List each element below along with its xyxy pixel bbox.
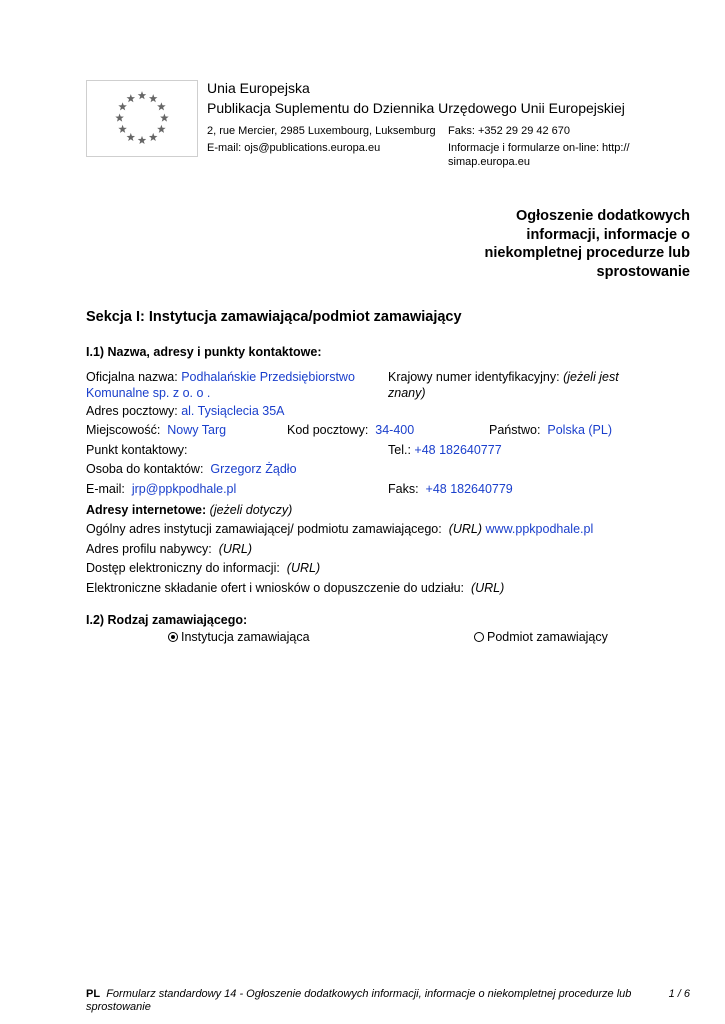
eu-star-icon	[157, 125, 166, 133]
internet-addresses-note: (jeżeli dotyczy)	[209, 503, 293, 517]
country-row	[489, 422, 612, 438]
eu-star-icon	[127, 133, 136, 141]
option-entity-label: Podmiot zamawiający	[487, 630, 608, 644]
town-label: Miejscowość:	[86, 423, 161, 437]
eu-flag-logo	[86, 80, 198, 157]
electronic-access-url-note: (URL)	[286, 561, 321, 575]
footer-form-line1: Formularz standardowy 14 - Ogłoszenie dodatkowych informacji, informacje o niekompletnej procedurze lub	[106, 988, 632, 1000]
postcode-value: 34-400	[375, 423, 415, 437]
general-address-label: Ogólny adres instytucji zamawiającej/ podmiotu zamawiającego:	[86, 522, 442, 536]
notice-title-line4: sprostowanie	[596, 263, 690, 280]
fax-row	[388, 481, 513, 497]
contact-point-label: Punkt kontaktowy:	[86, 443, 188, 457]
postcode-row	[287, 422, 414, 438]
eu-star-icon	[118, 125, 127, 133]
country-value: Polska (PL)	[547, 423, 612, 437]
official-name-value-line2: Komunalne sp. z o. o .	[86, 386, 211, 400]
notice-title-line3: niekompletnej procedurze lub	[484, 245, 690, 261]
contact-person-label: Osoba do kontaktów:	[86, 462, 204, 476]
eu-star-icon	[157, 102, 166, 110]
country-label: Państwo:	[489, 423, 541, 437]
eu-star-icon	[138, 91, 147, 99]
notice-title	[460, 207, 690, 281]
contact-person-row	[86, 461, 297, 477]
header-address: 2, rue Mercier, 2985 Luxembourg, Luksemburg	[207, 125, 436, 137]
electronic-submission-label: Elektroniczne składanie ofert i wniosków o dopuszczenie do udziału:	[86, 581, 464, 595]
buyer-profile-row	[86, 541, 252, 557]
eu-star-icon	[118, 102, 127, 110]
town-row	[86, 422, 226, 438]
eu-star-icon	[115, 114, 124, 122]
header-email: E-mail: ojs@publications.europa.eu	[207, 142, 381, 154]
national-id-block	[388, 369, 648, 401]
header-publication: Publikacja Suplementu do Dziennika Urzędowego Unii Europejskiej	[207, 100, 625, 116]
notice-title-line1: Ogłoszenie dodatkowych	[515, 208, 690, 224]
subsection-title-1-2: I.2) Rodzaj zamawiającego:	[86, 613, 248, 627]
electronic-submission-url-note: (URL)	[470, 581, 505, 595]
header-org: Unia Europejska	[207, 80, 310, 96]
notice-title-line2: informacji, informacje o	[526, 226, 690, 243]
radio-selected-icon[interactable]	[168, 632, 178, 642]
subsection-title-1-1: I.1) Nazwa, adresy i punkty kontaktowe:	[86, 345, 322, 359]
buyer-profile-label: Adres profilu nabywcy:	[86, 542, 212, 556]
option-entity[interactable]	[474, 629, 608, 645]
eu-star-icon	[138, 136, 147, 144]
general-address-row	[86, 521, 593, 537]
tel-label: Tel.:	[388, 443, 411, 457]
postal-address-value: al. Tysiąclecia 35A	[181, 404, 285, 418]
general-address-value: www.ppkpodhale.pl	[485, 522, 594, 536]
footer-lang: PL	[86, 988, 101, 1000]
buyer-profile-url-note: (URL)	[218, 542, 253, 556]
tel-value: +48 182640777	[414, 443, 502, 457]
header-info	[448, 141, 630, 169]
header-info-line1: Informacje i formularze on-line: http://	[448, 142, 630, 154]
national-id-label: Krajowy numer identyfikacyjny:	[388, 370, 560, 384]
option-institution-label: Instytucja zamawiająca	[181, 630, 310, 644]
tel-row	[388, 442, 502, 458]
header-fax: Faks: +352 29 29 42 670	[448, 125, 571, 137]
town-value: Nowy Targ	[167, 423, 227, 437]
general-address-url-note: (URL)	[448, 522, 483, 536]
eu-star-icon	[149, 133, 158, 141]
internet-addresses-label: Adresy internetowe:	[86, 503, 207, 517]
official-name-value-line1: Podhalańskie Przedsiębiorstwo	[181, 370, 355, 384]
page-number: 1 / 6	[668, 988, 690, 1000]
footer-form-info	[86, 988, 646, 1014]
internet-addresses-row	[86, 502, 292, 518]
footer-form-line2: sprostowanie	[86, 1001, 151, 1013]
fax-label: Faks:	[388, 482, 419, 496]
eu-star-icon	[160, 114, 169, 122]
email-value: jrp@ppkpodhale.pl	[131, 482, 237, 496]
postal-address-label: Adres pocztowy:	[86, 404, 178, 418]
contact-person-value: Grzegorz Żądło	[210, 462, 297, 476]
option-institution[interactable]	[168, 629, 310, 645]
national-id-note-line2: znany)	[388, 386, 426, 400]
radio-empty-icon[interactable]	[474, 632, 484, 642]
national-id-note-line1: (jeżeli jest	[563, 370, 619, 384]
section-title: Sekcja I: Instytucja zamawiająca/podmiot zamawiający	[86, 309, 462, 325]
email-row	[86, 481, 236, 497]
eu-stars-icon	[87, 81, 197, 156]
postal-address-row	[86, 403, 285, 419]
official-name-label: Oficjalna nazwa:	[86, 370, 178, 384]
electronic-access-row	[86, 560, 320, 576]
electronic-submission-row	[86, 580, 504, 596]
header-info-line2: simap.europa.eu	[448, 156, 530, 168]
eu-star-icon	[127, 94, 136, 102]
postcode-label: Kod pocztowy:	[287, 423, 369, 437]
official-name-block	[86, 369, 381, 401]
electronic-access-label: Dostęp elektroniczny do informacji:	[86, 561, 280, 575]
fax-value: +48 182640779	[425, 482, 513, 496]
email-label: E-mail:	[86, 482, 125, 496]
eu-star-icon	[149, 94, 158, 102]
